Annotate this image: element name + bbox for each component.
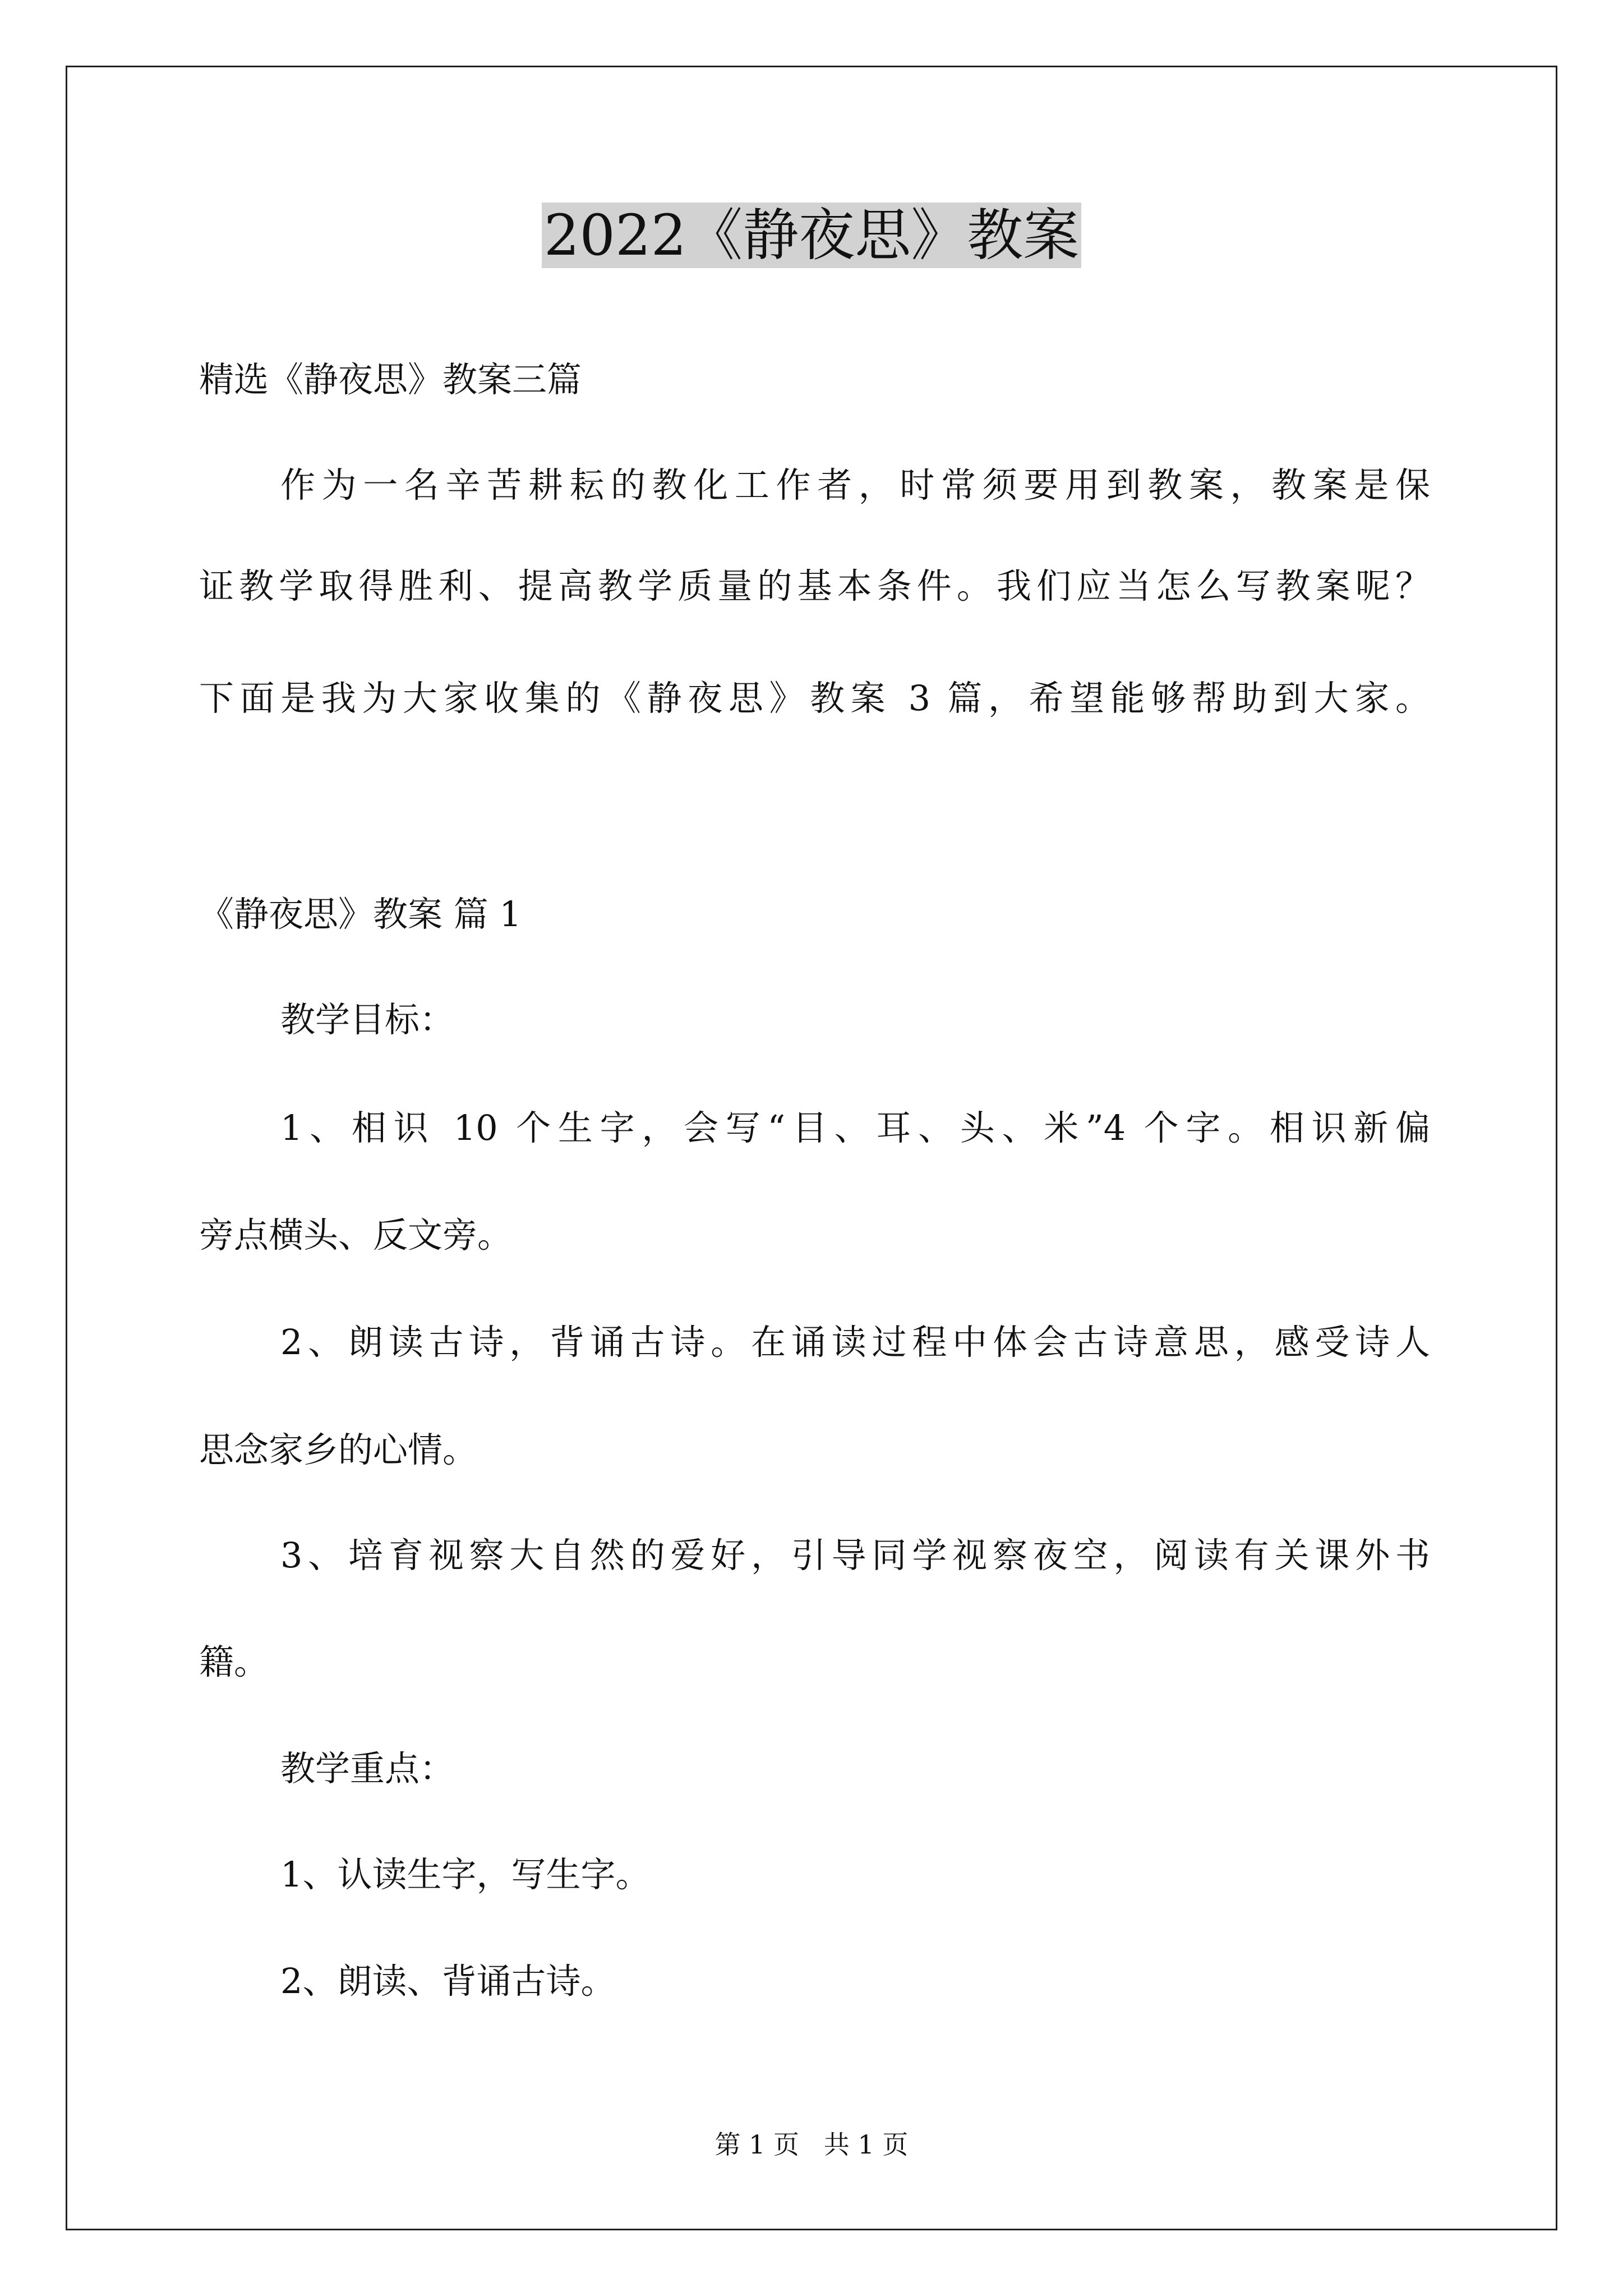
body-line-3: 旁点横头、反文旁。 [199, 1214, 513, 1255]
body-line-8: 教学重点： [280, 1748, 455, 1789]
body-line-2: 1、相识 10 个生字，会写“目、耳、头、米”4 个字。相识新偏 [280, 1107, 1430, 1148]
document-title [0, 196, 1623, 275]
document-title-text: 2022《静夜思》教案 [542, 203, 1082, 268]
body-line-9: 1、认读生字，写生字。 [280, 1854, 651, 1895]
body-line-6: 3、培育视察大自然的爱好，引导同学视察夜空，阅读有关课外书 [280, 1535, 1430, 1576]
body-line-5: 思念家乡的心情。 [199, 1429, 478, 1470]
page-footer: 第 1 页 共 1 页 [714, 2129, 909, 2160]
body-line-10: 2、朗读、背诵古诗。 [280, 1961, 616, 2001]
body-line-4: 2、朗读古诗，背诵古诗。在诵读过程中体会古诗意思，感受诗人 [280, 1322, 1430, 1363]
intro-line-3: 下面是我为大家收集的《静夜思》教案 3 篇，希望能够帮助到大家。 [199, 678, 1430, 719]
intro-line-2: 证教学取得胜利、提高教学质量的基本条件。我们应当怎么写教案呢？ [199, 565, 1430, 606]
section-heading: 《静夜思》教案 篇 1 [199, 894, 522, 935]
document-subtitle: 精选《静夜思》教案三篇 [199, 359, 582, 400]
intro-line-1: 作为一名辛苦耕耘的教化工作者，时常须要用到教案，教案是保 [280, 464, 1430, 505]
body-line-7: 籍。 [199, 1641, 269, 1682]
body-line-1: 教学目标： [280, 999, 455, 1040]
